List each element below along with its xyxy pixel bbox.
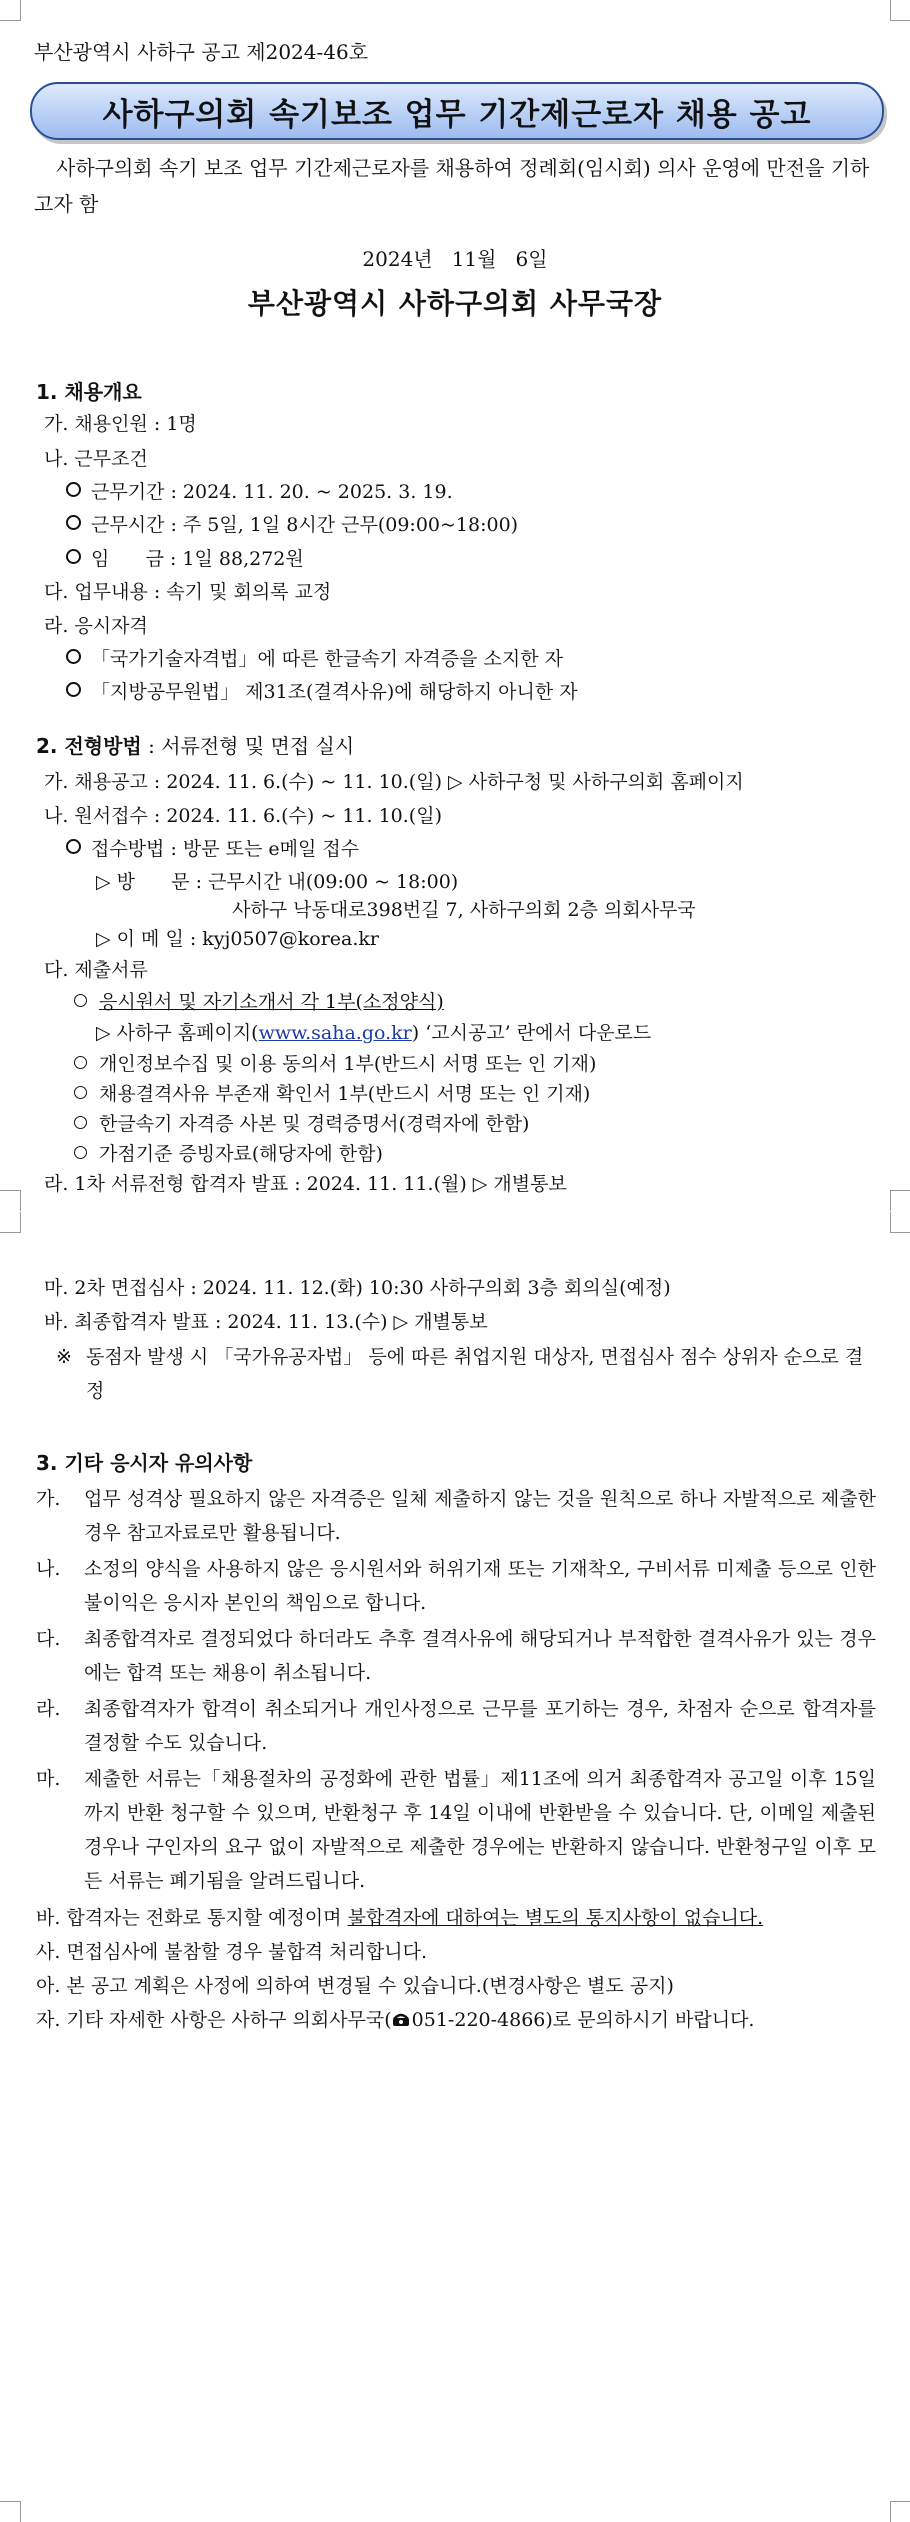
notice-date: 2024년 11월 6일 <box>362 247 548 271</box>
s2-note: ※ 동점자 발생 시 「국가유공자법」 등에 따른 취업지원 대상자, 면접심사 점수 상위자 순으로 결정 <box>56 1340 876 1408</box>
s2-doc: 한글속기 자격증 사본 및 경력증명서(경력자에 한함) <box>74 1112 529 1136</box>
s2-doc: 가점기준 증빙자료(해당자에 한함) <box>74 1142 383 1166</box>
circle-bullet-icon <box>74 1116 87 1129</box>
s3-item: 다. 최종합격자로 결정되었다 하더라도 추후 결격사유에 해당되거나 부적합한 결격사유가 있는 경우에는 합격 또는 채용이 취소됩니다. <box>36 1628 876 1684</box>
issuer-name: 부산광역시 사하구의회 사무국장 <box>247 287 663 320</box>
crop-mark <box>890 2501 910 2522</box>
s1-item-d: 라. 응시자격 <box>44 615 148 637</box>
crop-mark <box>0 2501 21 2522</box>
s3-item-ja: 자. 기타 자세한 사항은 사하구 의회사무국( 051-220-4866)로 문의하시기 바랍니다. <box>36 2009 755 2031</box>
s2-doc-download: ▷ 사하구 홈페이지(www.saha.go.kr) ‘고시공고’ 란에서 다운로드 <box>96 1022 652 1044</box>
section-2-heading: 2. 전형방법 : 서류전형 및 면접 실시 <box>36 734 355 758</box>
circle-bullet-icon <box>66 549 81 564</box>
s2-doc: 응시원서 및 자기소개서 각 1부(소정양식) <box>74 990 444 1014</box>
s2-visit: ▷ 방 문 : 근무시간 내(09:00 ~ 18:00) <box>96 871 459 893</box>
notice-number: 부산광역시 사하구 공고 제2024-46호 <box>34 40 369 64</box>
crop-mark <box>0 1190 21 1211</box>
note-mark: ※ <box>56 1346 72 1368</box>
s3-item: 마. 제출한 서류는「채용절차의 공정화에 관한 법률」제11조에 의거 최종합격자 공고일 이후 15일까지 반환 청구할 수 있으며, 반환청구 후 14일 이내에 반환받을 수 있습니다. 단, 이메일 제출된 경우나 구인자의 요구 없이 자발적으로 제출한 경우에는 반환하지 않습니다. 반환청구일 이후 모든 서류는 폐기됨을 알려드립니다. <box>36 1768 876 1892</box>
circle-bullet-icon <box>66 482 81 497</box>
s3-item: 라. 최종합격자가 합격이 취소되거나 개인사정으로 근무를 포기하는 경우, 차점자 순으로 합격자를 결정할 수도 있습니다. <box>36 1698 876 1754</box>
s1-d-item: 「지방공무원법」 제31조(결격사유)에 해당하지 아니한 자 <box>66 680 578 704</box>
s2-item-f: 바. 최종합격자 발표 : 2024. 11. 13.(수) ▷ 개별통보 <box>44 1311 488 1333</box>
s3-item-aa: 아. 본 공고 계획은 사정에 의하여 변경될 수 있습니다.(변경사항은 별도 공지) <box>36 1975 674 1997</box>
s1-b-item: 근무기간 : 2024. 11. 20. ~ 2025. 3. 19. <box>66 480 453 504</box>
s3-item-ba: 바. 합격자는 전화로 통지할 예정이며 불합격자에 대하여는 별도의 통지사항이 없습니다. <box>36 1907 764 1929</box>
s2-visit-address: 사하구 낙동대로398번길 7, 사하구의회 2층 의회사무국 <box>232 899 696 921</box>
s2-doc: 채용결격사유 부존재 확인서 1부(반드시 서명 또는 인 기재) <box>74 1082 590 1106</box>
page-title: 사하구의회 속기보조 업무 기간제근로자 채용 공고 <box>102 96 812 133</box>
s1-b-item: 임 금 : 1일 88,272원 <box>66 547 304 571</box>
page-2 <box>0 1212 910 2521</box>
intro-text: 사하구의회 속기 보조 업무 기간제근로자를 채용하여 정례회(임시회) 의사 운영에 만전을 기하고자 함 <box>34 156 870 216</box>
circle-bullet-icon <box>74 1086 87 1099</box>
crop-mark <box>0 0 21 21</box>
circle-bullet-icon <box>66 649 81 664</box>
title-banner <box>30 82 884 140</box>
s1-item-b: 나. 근무조건 <box>44 448 148 470</box>
s1-item-a: 가. 채용인원 : 1명 <box>44 413 197 435</box>
circle-bullet-icon <box>74 1056 87 1069</box>
s3-item-sa: 사. 면접심사에 불참할 경우 불합격 처리합니다. <box>36 1941 428 1963</box>
crop-mark <box>0 1212 21 1233</box>
section-3-heading: 3. 기타 응시자 유의사항 <box>36 1451 253 1475</box>
s2-item-a: 가. 채용공고 : 2024. 11. 6.(수) ~ 11. 10.(일) ▷ 사하구청 및 사하구의회 홈페이지 <box>44 771 744 793</box>
s3-item: 가. 업무 성격상 필요하지 않은 자격증은 일체 제출하지 않는 것을 원칙으로 하나 자발적으로 제출한 경우 참고자료로만 활용됩니다. <box>36 1488 876 1544</box>
s2-item-c: 다. 제출서류 <box>44 959 148 981</box>
crop-mark <box>890 1212 910 1233</box>
phone-icon <box>392 2009 410 2023</box>
circle-bullet-icon <box>66 682 81 697</box>
circle-bullet-icon <box>66 839 81 854</box>
circle-bullet-icon <box>74 994 87 1007</box>
s2-item-b: 나. 원서접수 : 2024. 11. 6.(수) ~ 11. 10.(일) <box>44 805 442 827</box>
s2-method: 접수방법 : 방문 또는 e메일 접수 <box>66 837 359 861</box>
s3-item: 나. 소정의 양식을 사용하지 않은 응시원서와 허위기재 또는 기재착오, 구비서류 미제출 등으로 인한 불이익은 응시자 본인의 책임으로 합니다. <box>36 1558 876 1614</box>
circle-bullet-icon <box>66 515 81 530</box>
s1-b-item: 근무시간 : 주 5일, 1일 8시간 근무(09:00~18:00) <box>66 513 518 537</box>
s2-item-e: 마. 2차 면접심사 : 2024. 11. 12.(화) 10:30 사하구의회 3층 회의실(예정) <box>44 1277 671 1299</box>
homepage-link[interactable]: www.saha.go.kr <box>258 1022 412 1044</box>
circle-bullet-icon <box>74 1146 87 1159</box>
s2-item-d: 라. 1차 서류전형 합격자 발표 : 2024. 11. 11.(월) ▷ 개별통보 <box>44 1173 567 1195</box>
s2-doc: 개인정보수집 및 이용 동의서 1부(반드시 서명 또는 인 기재) <box>74 1052 596 1076</box>
section-1-heading: 1. 채용개요 <box>36 380 142 404</box>
s2-email: ▷ 이 메 일 : kyj0507@korea.kr <box>96 928 380 950</box>
crop-mark <box>890 1190 910 1211</box>
s1-d-item: 「국가기술자격법」에 따른 한글속기 자격증을 소지한 자 <box>66 647 563 671</box>
page-1 <box>0 0 910 1210</box>
crop-mark <box>890 0 910 21</box>
s1-item-c: 다. 업무내용 : 속기 및 회의록 교정 <box>44 581 332 603</box>
